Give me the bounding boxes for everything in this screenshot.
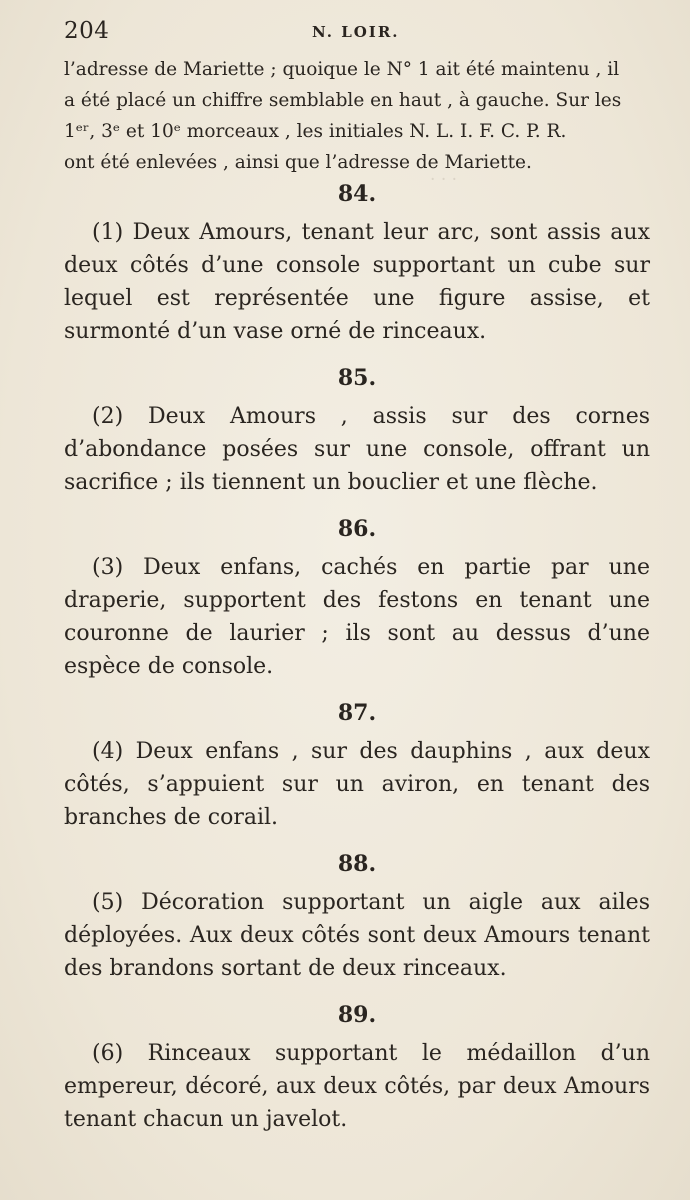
- entry-number: 88.: [337, 851, 377, 877]
- entry-description: (2) Deux Amours , assis sur des cornes d’abondance posées sur une console, offrant un sacrifice ; ils tiennent un bouclier et une flèche.: [64, 404, 650, 495]
- entry-description: (5) Décoration supportant un aigle aux ailes déployées. Aux deux côtés sont deux Amours tenant des brandons sortant de deux rinceaux.: [64, 890, 650, 981]
- intro-line: 1ᵉʳ, 3ᵉ et 10ᵉ morceaux , les initiales N. L. I. F. C. P. R.: [64, 121, 567, 142]
- catalogue-entry: [64, 993, 650, 1136]
- entry-description: (6) Rinceaux supportant le médaillon d’un empereur, décoré, aux deux côtés, par deux Amours tenant chacun un javelot.: [64, 1041, 650, 1132]
- entry-number: 89.: [337, 1002, 377, 1028]
- catalogue-entry: [64, 356, 650, 499]
- catalogue-entry: [64, 842, 650, 985]
- intro-line: l’adresse de Mariette ; quoique le N° 1 ait été maintenu , il: [64, 59, 620, 80]
- show-through-text: · · ·: [430, 170, 458, 190]
- intro-line: ont été enlevées , ainsi que l’adresse de Mariette.: [64, 152, 532, 173]
- entry-number: 85.: [337, 365, 377, 391]
- entry-number: 86.: [337, 516, 377, 542]
- catalogue-entry: [64, 172, 650, 348]
- entry-description: (1) Deux Amours, tenant leur arc, sont assis aux deux côtés d’une console supportant un cube sur lequel est représentée une figure assise, et surmonté d’un vase orné de rinceaux.: [64, 220, 650, 344]
- entry-description: (4) Deux enfans , sur des dauphins , aux deux côtés, s’appuient sur un aviron, en tenant des branches de corail.: [64, 739, 650, 830]
- entry-number: 84.: [337, 181, 377, 207]
- catalogue-entries: [64, 172, 650, 1144]
- entry-description: (3) Deux enfans, cachés en partie par une draperie, supportent des festons en tenant une couronne de laurier ; ils sont au dessus d’une espèce de console.: [64, 555, 650, 679]
- catalogue-entry: [64, 691, 650, 834]
- page-number: 204: [64, 18, 110, 44]
- catalogue-entry: [64, 507, 650, 683]
- running-head: N. LOIR.: [312, 23, 400, 41]
- intro-line: a été placé un chiffre semblable en haut , à gauche. Sur les: [64, 90, 622, 111]
- page-header: [64, 18, 654, 50]
- entry-number: 87.: [337, 700, 377, 726]
- intro-paragraph: [64, 54, 652, 178]
